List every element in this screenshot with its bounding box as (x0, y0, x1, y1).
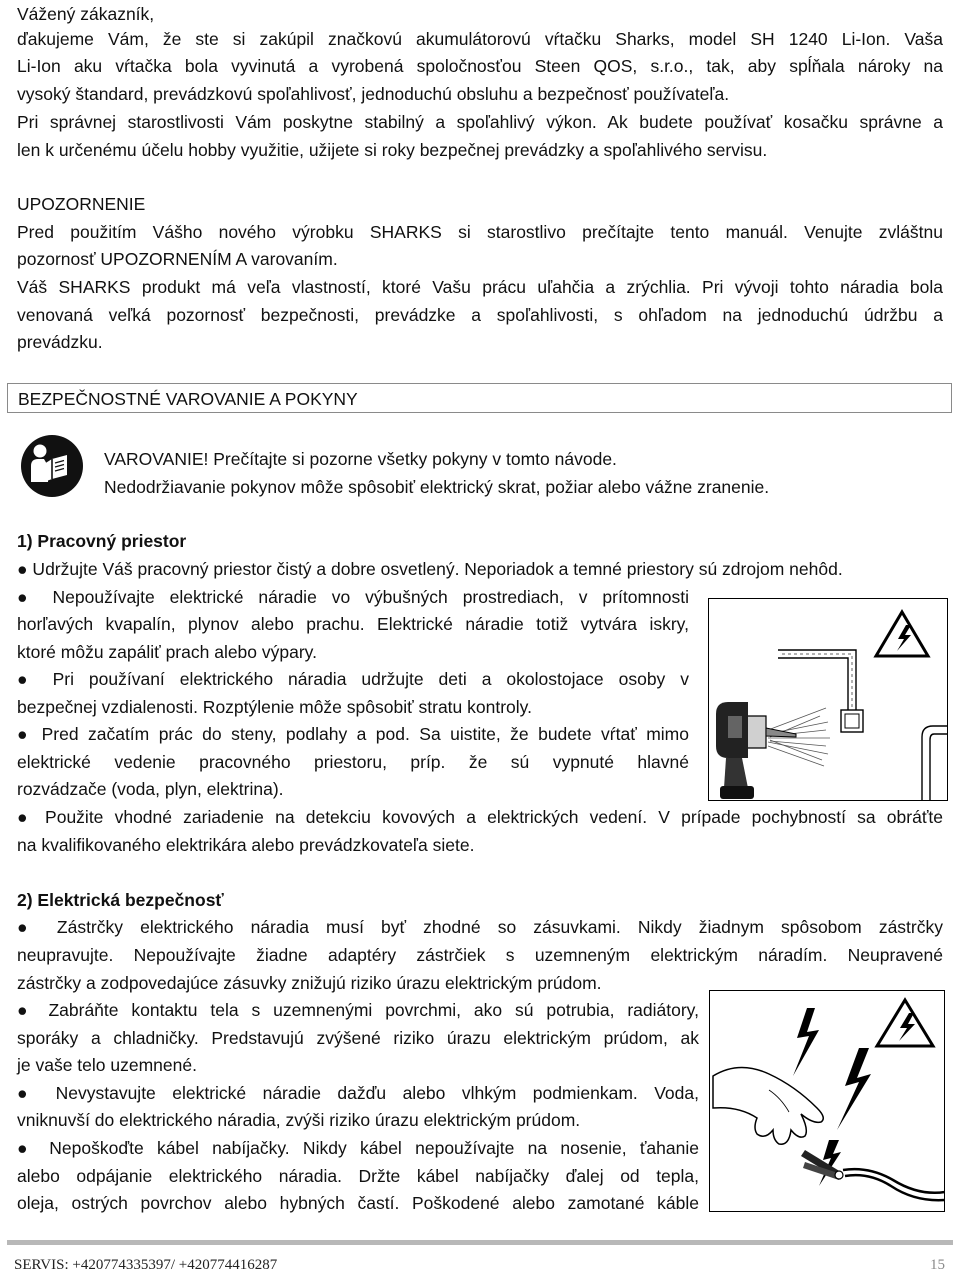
section2-line: alebo odpájanie elektrického náradia. Držte kábel nabíjačky ďalej od tepla, (17, 1166, 699, 1186)
warning-line: VAROVANIE! Prečítajte si pozorne všetky pokyny v tomto návode. (104, 449, 617, 469)
section2-line: ● Nepoškoďte kábel nabíjačky. Nikdy kábel nepoužívajte na nosenie, ťahanie (17, 1138, 699, 1158)
section1-line: horľavých kvapalín, plynov alebo prachu. Elektrické náradie totiž vytvára iskry, (17, 614, 689, 634)
hand-electric-shock-icon (709, 990, 945, 1212)
section1-line: ● Pred začatím prác do steny, podlahy a pod. Sa uistite, že budete vŕtať mimo (17, 724, 689, 744)
section1-line: bezpečnej vzdialenosti. Rozptýlenie môže spôsobiť stratu kontroly. (17, 697, 532, 717)
intro-line: Pri správnej starostlivosti Vám poskytne stabilný a spoľahlivý výkon. Ak budete používať kosačku správne a (17, 112, 943, 132)
drill-wall-hazard-icon (708, 598, 948, 801)
safety-section-box (7, 383, 952, 413)
intro-line: Li-Ion aku vŕtačka bola vyvinutá a vyrobená spoločnosťou Steen QOS, s.r.o., tak, aby spĺňala nároky na (17, 56, 943, 76)
intro-line: vysoký štandard, prevádzkovú spoľahlivosť, jednoduchú obsluhu a bezpečnosť používateľa. (17, 84, 730, 104)
notice-heading: UPOZORNENIE (17, 194, 146, 214)
footer-divider (7, 1240, 953, 1245)
section2-line: ● Zástrčky elektrického náradia musí byť zhodné so zásuvkami. Nikdy žiadnym spôsobom zástrčky (17, 917, 943, 937)
section2-line: sporáky a chladničky. Predstavujú zvýšené riziko úrazu elektrickým prúdom, ak (17, 1028, 699, 1048)
section2-line: ● Nevystavujte elektrické náradie dažďu alebo vlhkým podmienkam. Voda, (17, 1083, 699, 1103)
section1-line: na kvalifikovaného elektrikára alebo prevádzkovateľa siete. (17, 835, 475, 855)
service-contact: SERVIS: +420774335397/ +420774416287 (14, 1257, 278, 1273)
section2-line: je vaše telo uzemnené. (17, 1055, 197, 1075)
section1-line: ● Nepoužívajte elektrické náradie vo výbušných prostrediach, v prítomnosti (17, 587, 689, 607)
notice-line: prevádzku. (17, 332, 103, 352)
section1-line: rozvádzače (voda, plyn, elektrina). (17, 779, 284, 799)
intro-line: ďakujeme Vám, že ste si zakúpil značkovú akumulátorovú vŕtačku Sharks, model SH 1240 Li-Ion. Vaša (17, 29, 943, 49)
notice-line: venovaná veľká pozornosť bezpečnosti, prevádzke a spoľahlivosti, s ohľadom na jednoduchú údržbu a (17, 305, 943, 325)
section2-line: zástrčky a zodpovedajúce zásuvky znižujú riziko úrazu elektrickým prúdom. (17, 973, 602, 993)
notice-line: Váš SHARKS produkt má veľa vlastností, ktoré Vašu prácu uľahčia a zrýchlia. Pri vývoji tohto náradia bola (17, 277, 943, 297)
page-number: 15 (930, 1257, 945, 1273)
section2-line: neupravujte. Nepoužívajte žiadne adaptéry zástrčiek s uzemneným elektrickým náradím. Neupravené (17, 945, 943, 965)
section-heading: 1) Pracovný priestor (17, 531, 187, 551)
notice-line: pozornosť UPOZORNENÍM A varovaním. (17, 249, 338, 269)
intro-line: len k určenému účelu hobby využitie, užijete si roky bezpečnej prevádzky a spoľahlivého servisu. (17, 140, 768, 160)
notice-line: Pred použitím Vášho nového výrobku SHARKS si starostlivo prečítajte tento manuál. Venujte zvláštnu (17, 222, 943, 242)
section-heading: 2) Elektrická bezpečnosť (17, 890, 224, 910)
safety-section-title: BEZPEČNOSTNÉ VAROVANIE A POKYNY (18, 389, 358, 409)
section1-line: ● Udržujte Váš pracovný priestor čistý a dobre osvetlený. Neporiadok a temné priestory sú zdrojom nehôd. (17, 559, 843, 579)
section1-line: ● Použite vhodné zariadenie na detekciu kovových a elektrických vedení. V prípade pochybností sa obráťte (17, 807, 943, 827)
section2-line: oleja, ostrých povrchov alebo hybných častí. Poškodené alebo zamotané káble (17, 1193, 699, 1213)
section2-line: ● Zabráňte kontaktu tela s uzemnenými povrchmi, ako sú potrubia, radiátory, (17, 1000, 699, 1020)
read-manual-icon (20, 434, 84, 498)
greeting: Vážený zákazník, (17, 4, 155, 24)
section1-line: ktoré môžu zapáliť prach alebo výpary. (17, 642, 317, 662)
warning-line: Nedodržiavanie pokynov môže spôsobiť elektrický skrat, požiar alebo vážne zranenie. (104, 477, 770, 497)
section1-line: ● Pri používaní elektrického náradia udržujte deti a okolostojace osoby v (17, 669, 689, 689)
section1-line: elektrické vedenie pracovného priestoru, príp. že sú vypnuté hlavné (17, 752, 689, 772)
section2-line: vniknuvší do elektrického náradia, zvýši riziko úrazu elektrickým prúdom. (17, 1110, 581, 1130)
